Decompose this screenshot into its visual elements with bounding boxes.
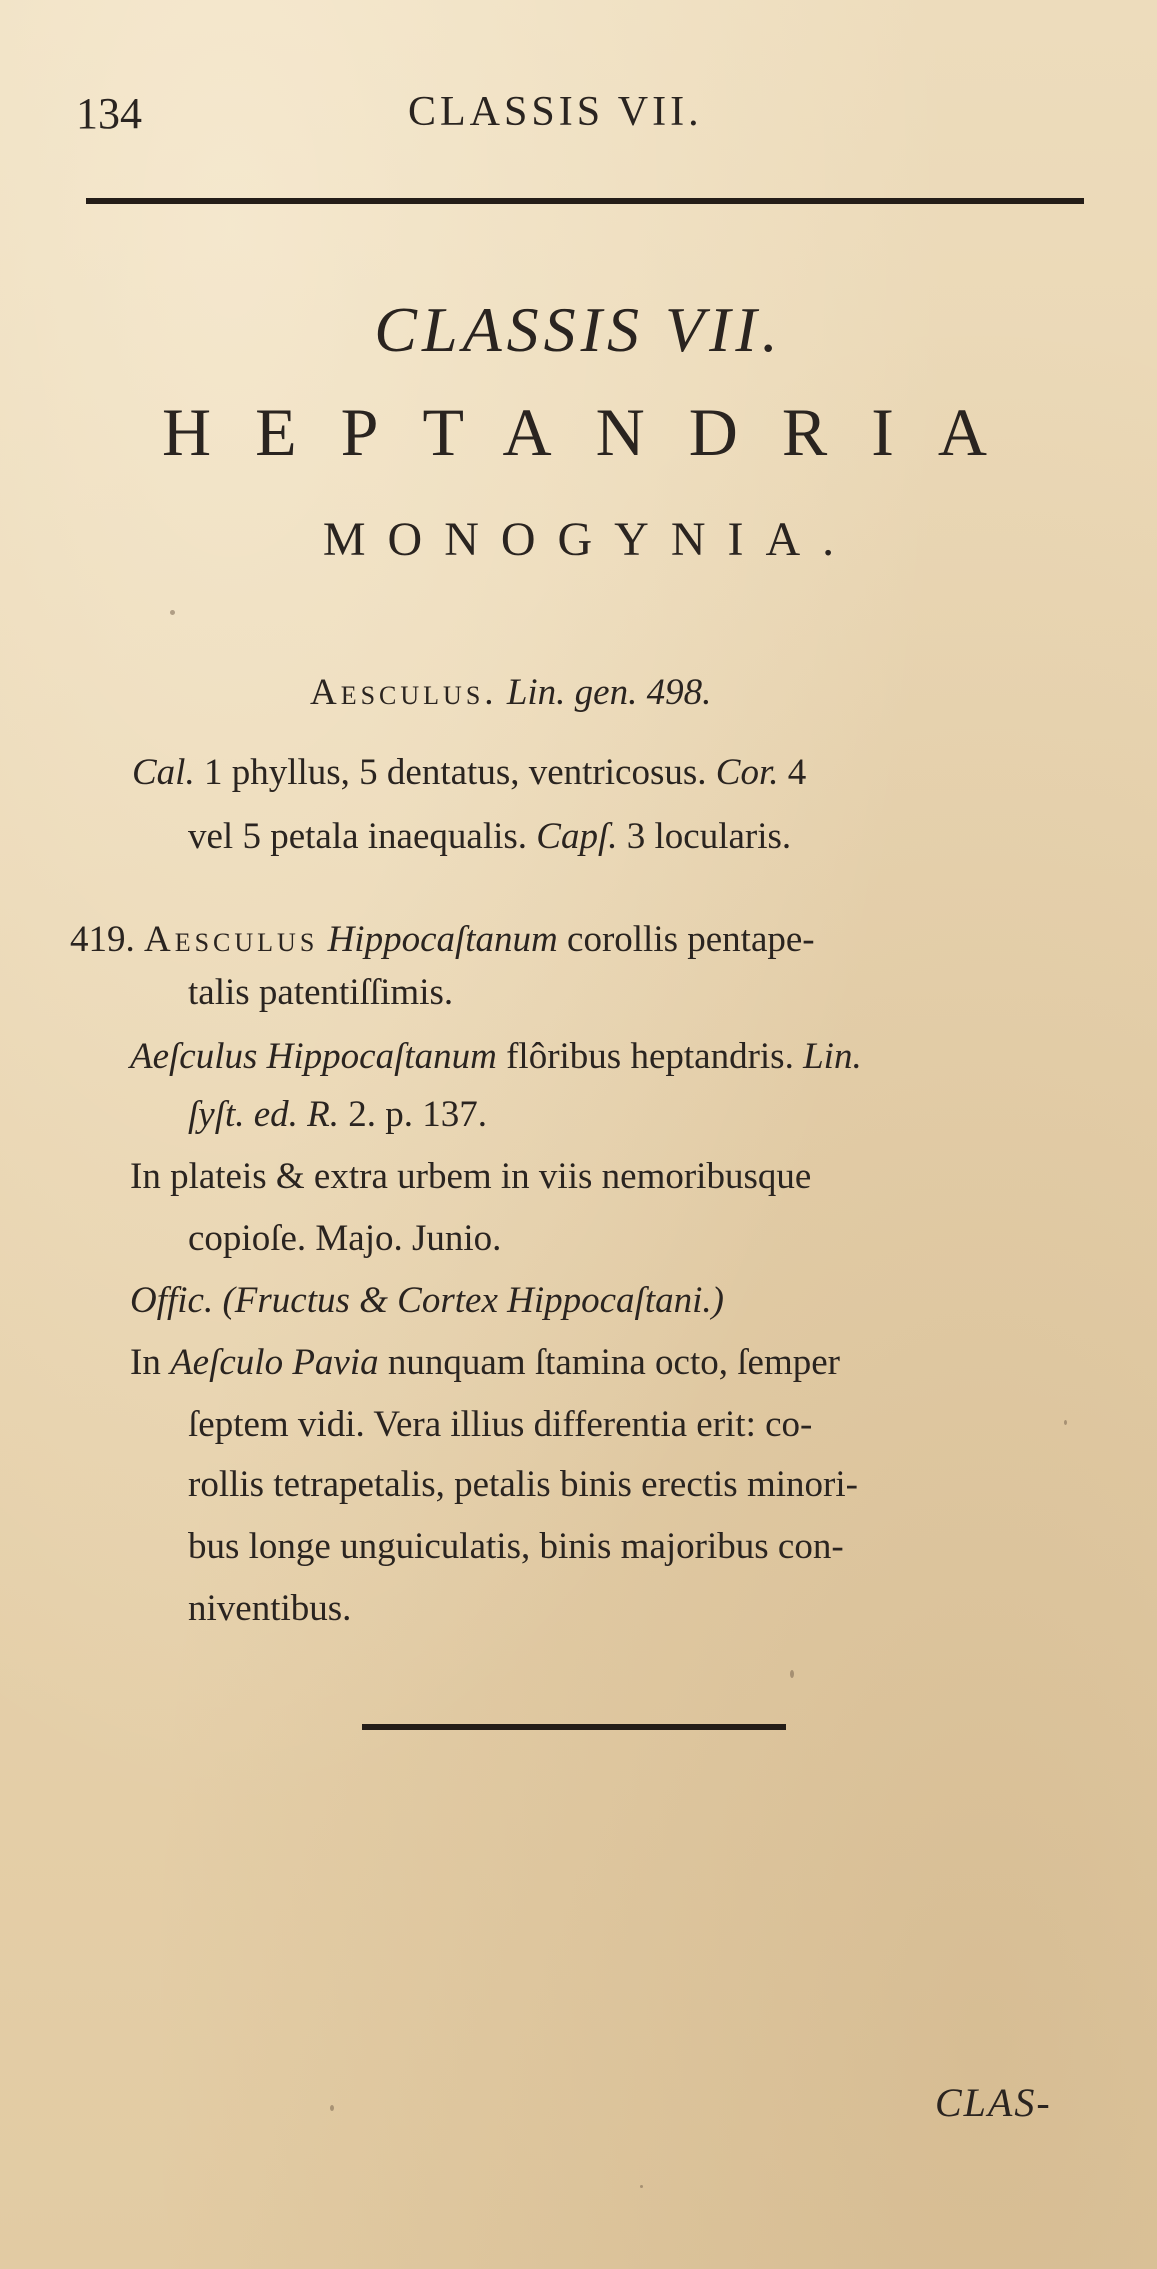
synonym-line-2 — [188, 1090, 487, 1140]
calyx-label: Cal. — [132, 752, 195, 793]
synonym-text: flôribus heptandris. — [496, 1036, 804, 1077]
genus-description-line-1 — [132, 748, 806, 798]
running-title: CLASSIS VII. — [408, 89, 703, 135]
corolla-label: Cor. — [715, 752, 779, 793]
paper-speck — [330, 2105, 334, 2111]
officinal-line: Offic. (Fructus & Cortex Hippocaſtani.) — [130, 1280, 724, 1321]
order-name: MONOGYNIA. — [322, 513, 857, 566]
synonym-name: Aeſculus Hippocaſtanum — [130, 1036, 497, 1077]
class-title: CLASSIS VII. — [374, 294, 783, 365]
paper-speck — [1064, 1420, 1067, 1425]
habitat-line-1: In plateis & extra urbem in viis nemoribusque — [130, 1156, 812, 1197]
capsule-label: Capſ. — [536, 816, 618, 857]
synonym-line-1 — [130, 1032, 862, 1082]
species-number: 419. — [70, 919, 135, 960]
paper-speck — [170, 610, 175, 615]
genus-name: Aesculus. — [310, 672, 498, 713]
species-diagnosis-line-1 — [70, 915, 815, 965]
petals-text: vel 5 petala inaequalis. — [188, 816, 537, 857]
calyx-text: 1 phyllus, 5 dentatus, ventricosus. — [194, 752, 716, 793]
synonym-reference: Lin. — [803, 1036, 862, 1077]
corolla-text: 4 — [778, 752, 807, 793]
species-diagnosis-line-2: talis patentiſſimis. — [188, 972, 454, 1013]
genus-line — [310, 668, 711, 718]
class-name: HEPTANDRIA — [162, 394, 1031, 470]
note-line-4: bus longe unguiculatis, binis majoribus con- — [188, 1526, 844, 1567]
paper-speck — [640, 2185, 643, 2188]
note-text-c: nunquam ſtamina octo, ſemper — [378, 1342, 840, 1383]
page-number: 134 — [76, 89, 142, 138]
catchword: CLAS- — [935, 2080, 1052, 2125]
header-rule — [86, 198, 1084, 204]
species-epithet: Hippocaſtanum — [327, 919, 558, 960]
genus-description-line-2 — [188, 812, 791, 862]
capsule-text: 3 locularis. — [617, 816, 792, 857]
diagnosis-text: corollis pentape- — [557, 919, 815, 960]
habitat-line-2: copioſe. Majo. Junio. — [188, 1218, 502, 1259]
note-line-3: rollis tetrapetalis, petalis binis erectis minori- — [188, 1464, 858, 1505]
genus-reference: Lin. gen. 498. — [506, 672, 712, 713]
species-genus-name: Aesculus — [144, 919, 319, 960]
note-text-a: In — [130, 1342, 171, 1383]
note-line-1 — [130, 1338, 840, 1388]
note-species-name: Aeſculo Pavia — [170, 1342, 379, 1383]
note-line-2: ſeptem vidi. Vera illius differentia erit: co- — [188, 1404, 813, 1445]
synonym-page: 2. p. 137. — [339, 1094, 488, 1135]
synonym-edition: ſyſt. ed. R. — [188, 1094, 340, 1135]
section-end-rule — [362, 1724, 786, 1730]
paper-speck — [790, 1670, 794, 1678]
note-line-5: niventibus. — [188, 1588, 352, 1629]
